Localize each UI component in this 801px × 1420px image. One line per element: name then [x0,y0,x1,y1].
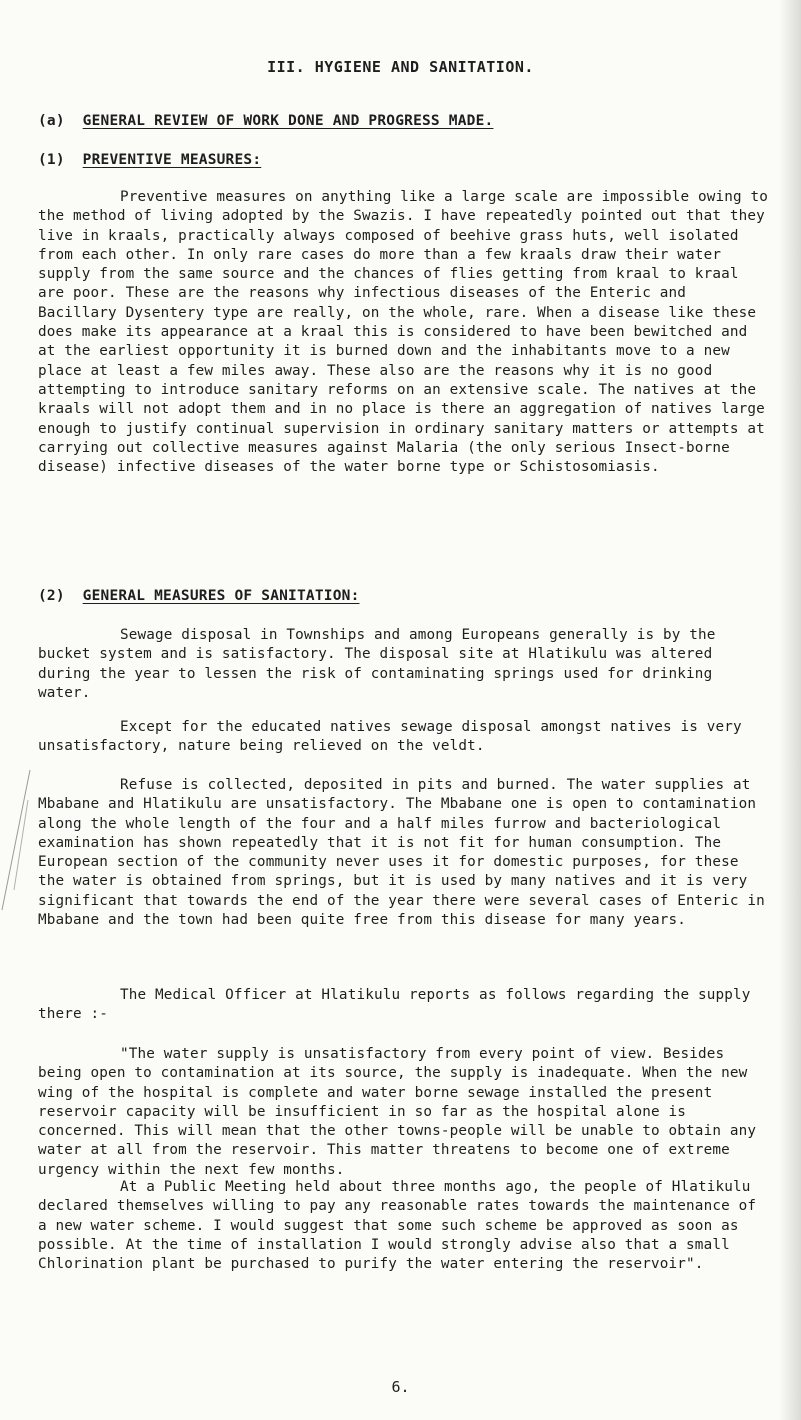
paragraph-quote-water-supply: "The water supply is unsatisfactory from every point of view. Besides being open to contamination at its source, the supply is inadequate. When the new wing of the hospital is complete and water borne sewage installed the present reservoir capacity will be insufficient in so far as the hospital alone is concerned. This will mean that the other towns-people will be unable to obtain any water at all from the reservoir. This matter threatens to become one of extreme urgency within the next few months. [38,1046,757,1178]
section-1-title: PREVENTIVE MEASURES: [82,152,262,168]
paragraph-preventive-measures: Preventive measures on anything like a large scale are impossible owing to the method of living adopted by the Swazis. I have repeatedly pointed out that they live in kraals, practically always composed of beehive grass huts, well isolated from each other. In only rare cases do more than a few kraals draw their water supply from the same source and the chances of flies getting from kraal to kraal are poor. These are the reasons why infectious diseases of the Enteric and Bacillary Dysentery type are really, on the whole, rare. When a disease like these does make its appearance at a kraal this is considered to have been bewitched and at the earliest opportunity it is burned down and the inhabitants move to a new place at least a few miles away. These also are the reasons why it is no good attempting to introduce sanitary reforms on an extensive scale. The natives at the kraals will not adopt them and in no place is there an aggregation of natives large enough to justify continual supervision in ordinary sanitary matters or attempts at carrying out collective measures against Malaria (the only serious Insect-borne disease) infective diseases of the water borne type or Schistosomiasis. [38,189,769,476]
section-1-heading [38,152,261,168]
paragraph-native-sewage: Except for the educated natives sewage disposal amongst natives is very unsatisfactory, nature being relieved on the veldt. [38,719,742,755]
paragraph-sewage-disposal: Sewage disposal in Townships and among Europeans generally is by the bucket system and is satisfactory. The disposal site at Hlatikulu was altered during the year to lessen the risk of contaminating springs used for drinking water. [38,627,716,701]
paragraph-refuse-water: Refuse is collected, deposited in pits and burned. The water supplies at Mbabane and Hlatikulu are unsatisfactory. The Mbabane one is open to contamination along the whole length of the four and a half miles furrow and bacteriological examination has shown repeatedly that it is not fit for human consumption. The European section of the community never uses it for domestic purposes, for these the water is obtained from springs, but it is used by many natives and it is very significant that towards the end of the year there were several cases of Enteric in Mbabane and the town had been quite free from this disease for many years. [38,777,765,929]
section-1-label: (1) [38,152,65,168]
page-number: 6. [391,1378,410,1396]
section-a-title: GENERAL REVIEW OF WORK DONE AND PROGRESS MADE. [82,113,494,129]
page-title: III. HYGIENE AND SANITATION. [267,58,534,76]
section-2-heading [38,588,360,604]
section-a-heading [38,113,493,129]
margin-pencil-mark [0,760,40,920]
section-2-label: (2) [38,588,65,604]
section-a-label: (a) [38,113,65,129]
section-2-title: GENERAL MEASURES OF SANITATION: [82,588,360,604]
paragraph-quote-public-meeting: At a Public Meeting held about three months ago, the people of Hlatikulu declared themselves willing to pay any reasonable rates towards the maintenance of a new water scheme. I would suggest that some such scheme be approved as soon as possible. At the time of installation I would strongly advise also that a small Chlorination plant be purchased to purify the water entering the reservoir". [38,1179,757,1273]
page-edge-shadow [779,0,801,1420]
paragraph-medical-officer: The Medical Officer at Hlatikulu reports as follows regarding the supply there :- [38,987,751,1023]
